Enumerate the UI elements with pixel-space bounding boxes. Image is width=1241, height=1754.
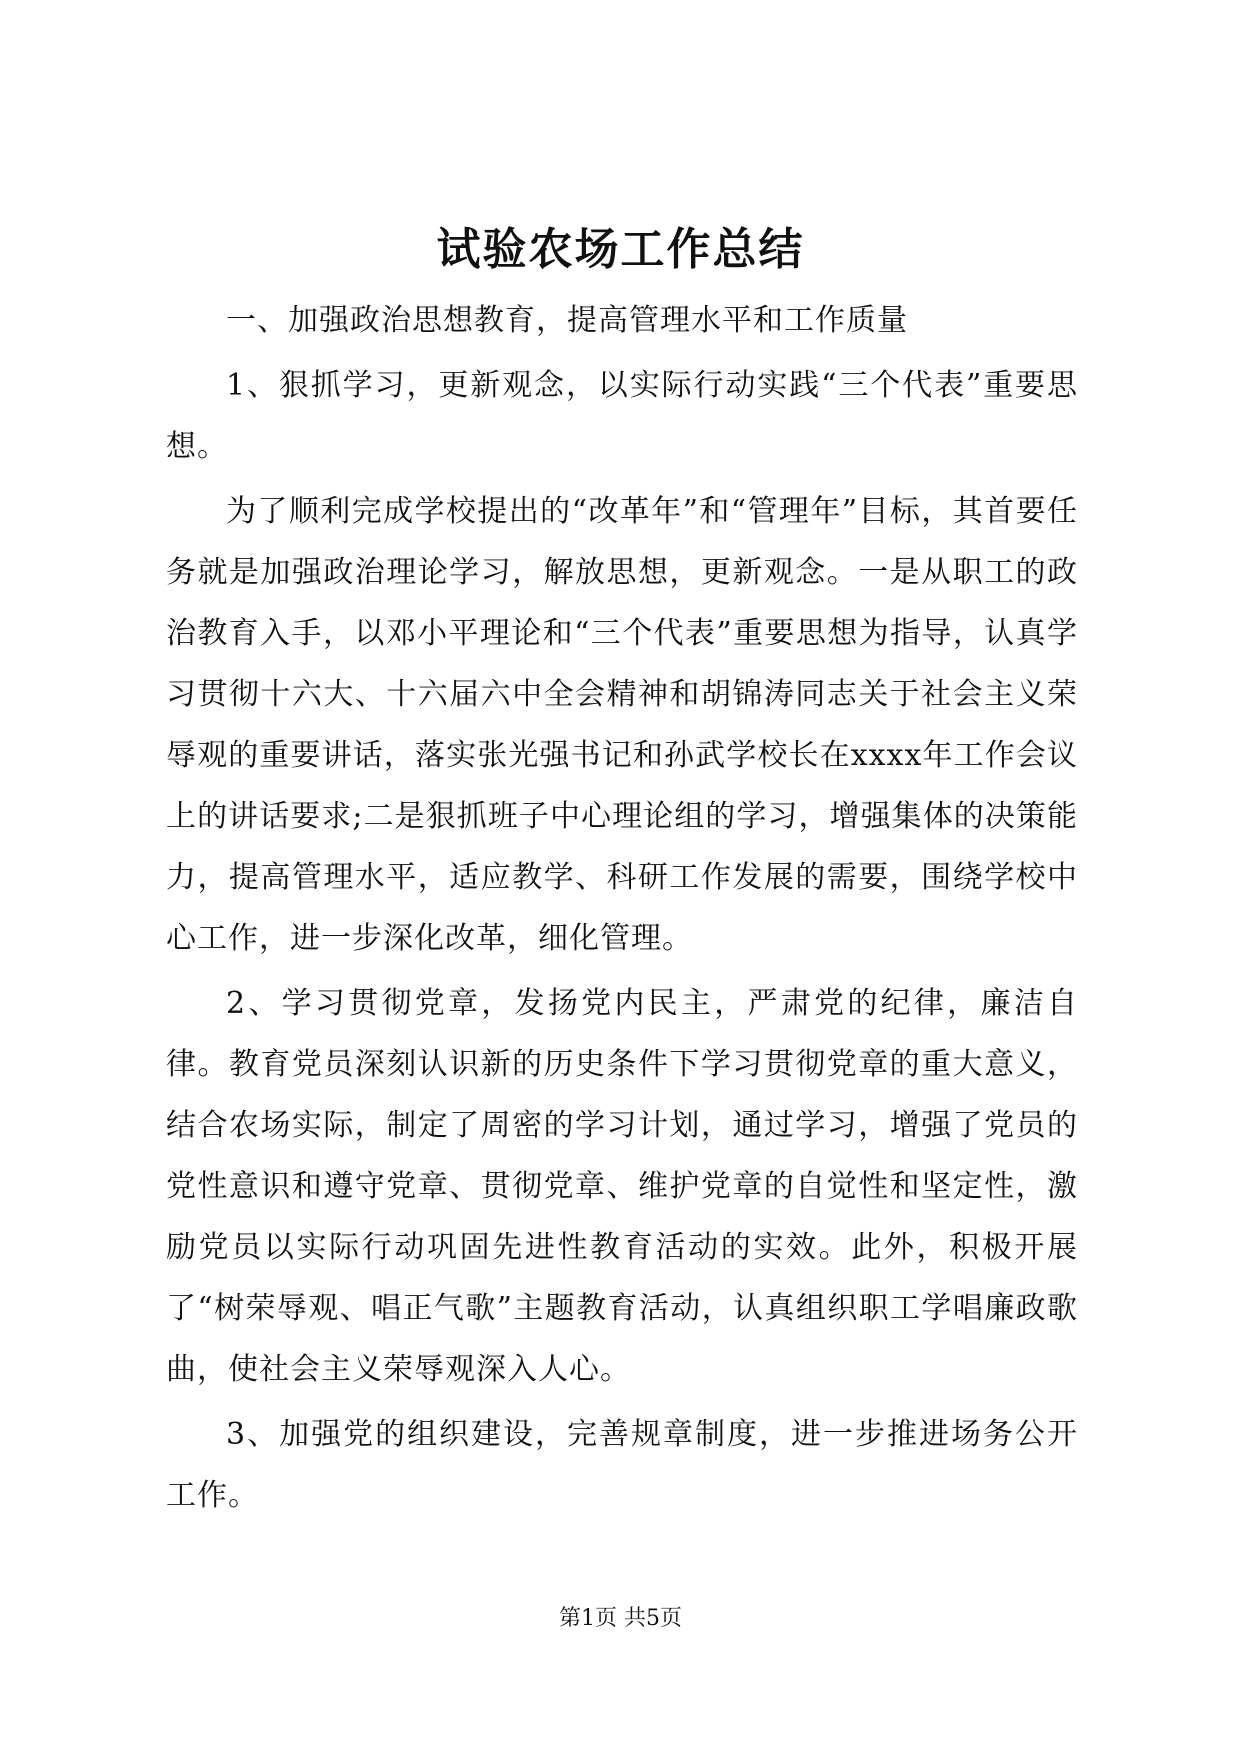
page-number: 第1页 共5页: [559, 1606, 682, 1631]
section-heading: 一、加强政治思想教育，提高管理水平和工作质量: [226, 303, 908, 338]
document-title: 试验农场工作总结: [436, 224, 805, 275]
paragraph: 为了顺利完成学校提出的“改革年”和“管理年”目标，其首要任务就是加强政治理论学习，解放思想，更新观念。一是从职工的政治教育入手，以邓小平理论和“三个代表”重要思想为指导，认真学习贯彻十六大、十六届六中全会精神和胡锦涛同志关于社会主义荣辱观的重要讲话，落实张光强书记和孙武学校长在xxxx年工作会议上的讲话要求;二是狠抓班子中心理论组的学习，增强集体的决策能力，提高管理水平，适应教学、科研工作发展的需要，围绕学校中心工作，进一步深化改革，细化管理。: [166, 494, 1078, 956]
page-footer: [0, 1604, 1241, 1634]
paragraph: 3、加强党的组织建设，完善规章制度，进一步推进场务公开工作。: [166, 1417, 1078, 1513]
document-body: [166, 290, 1078, 1526]
paragraph: 2、学习贯彻党章，发扬党内民主，严肃党的纪律，廉洁自律。教育党员深刻认识新的历史条件下学习贯彻党章的重大意义，结合农场实际，制定了周密的学习计划，通过学习，增强了党员的党性意识和遵守党章、贯彻党章、维护党章的自觉性和坚定性，激励党员以实际行动巩固先进性教育活动的实效。此外，积极开展了“树荣辱观、唱正气歌”主题教育活动，认真组织职工学唱廉政歌曲，使社会主义荣辱观深入人心。: [166, 986, 1078, 1387]
paragraph: 1、狠抓学习，更新观念，以实际行动实践“三个代表”重要思想。: [166, 368, 1078, 464]
